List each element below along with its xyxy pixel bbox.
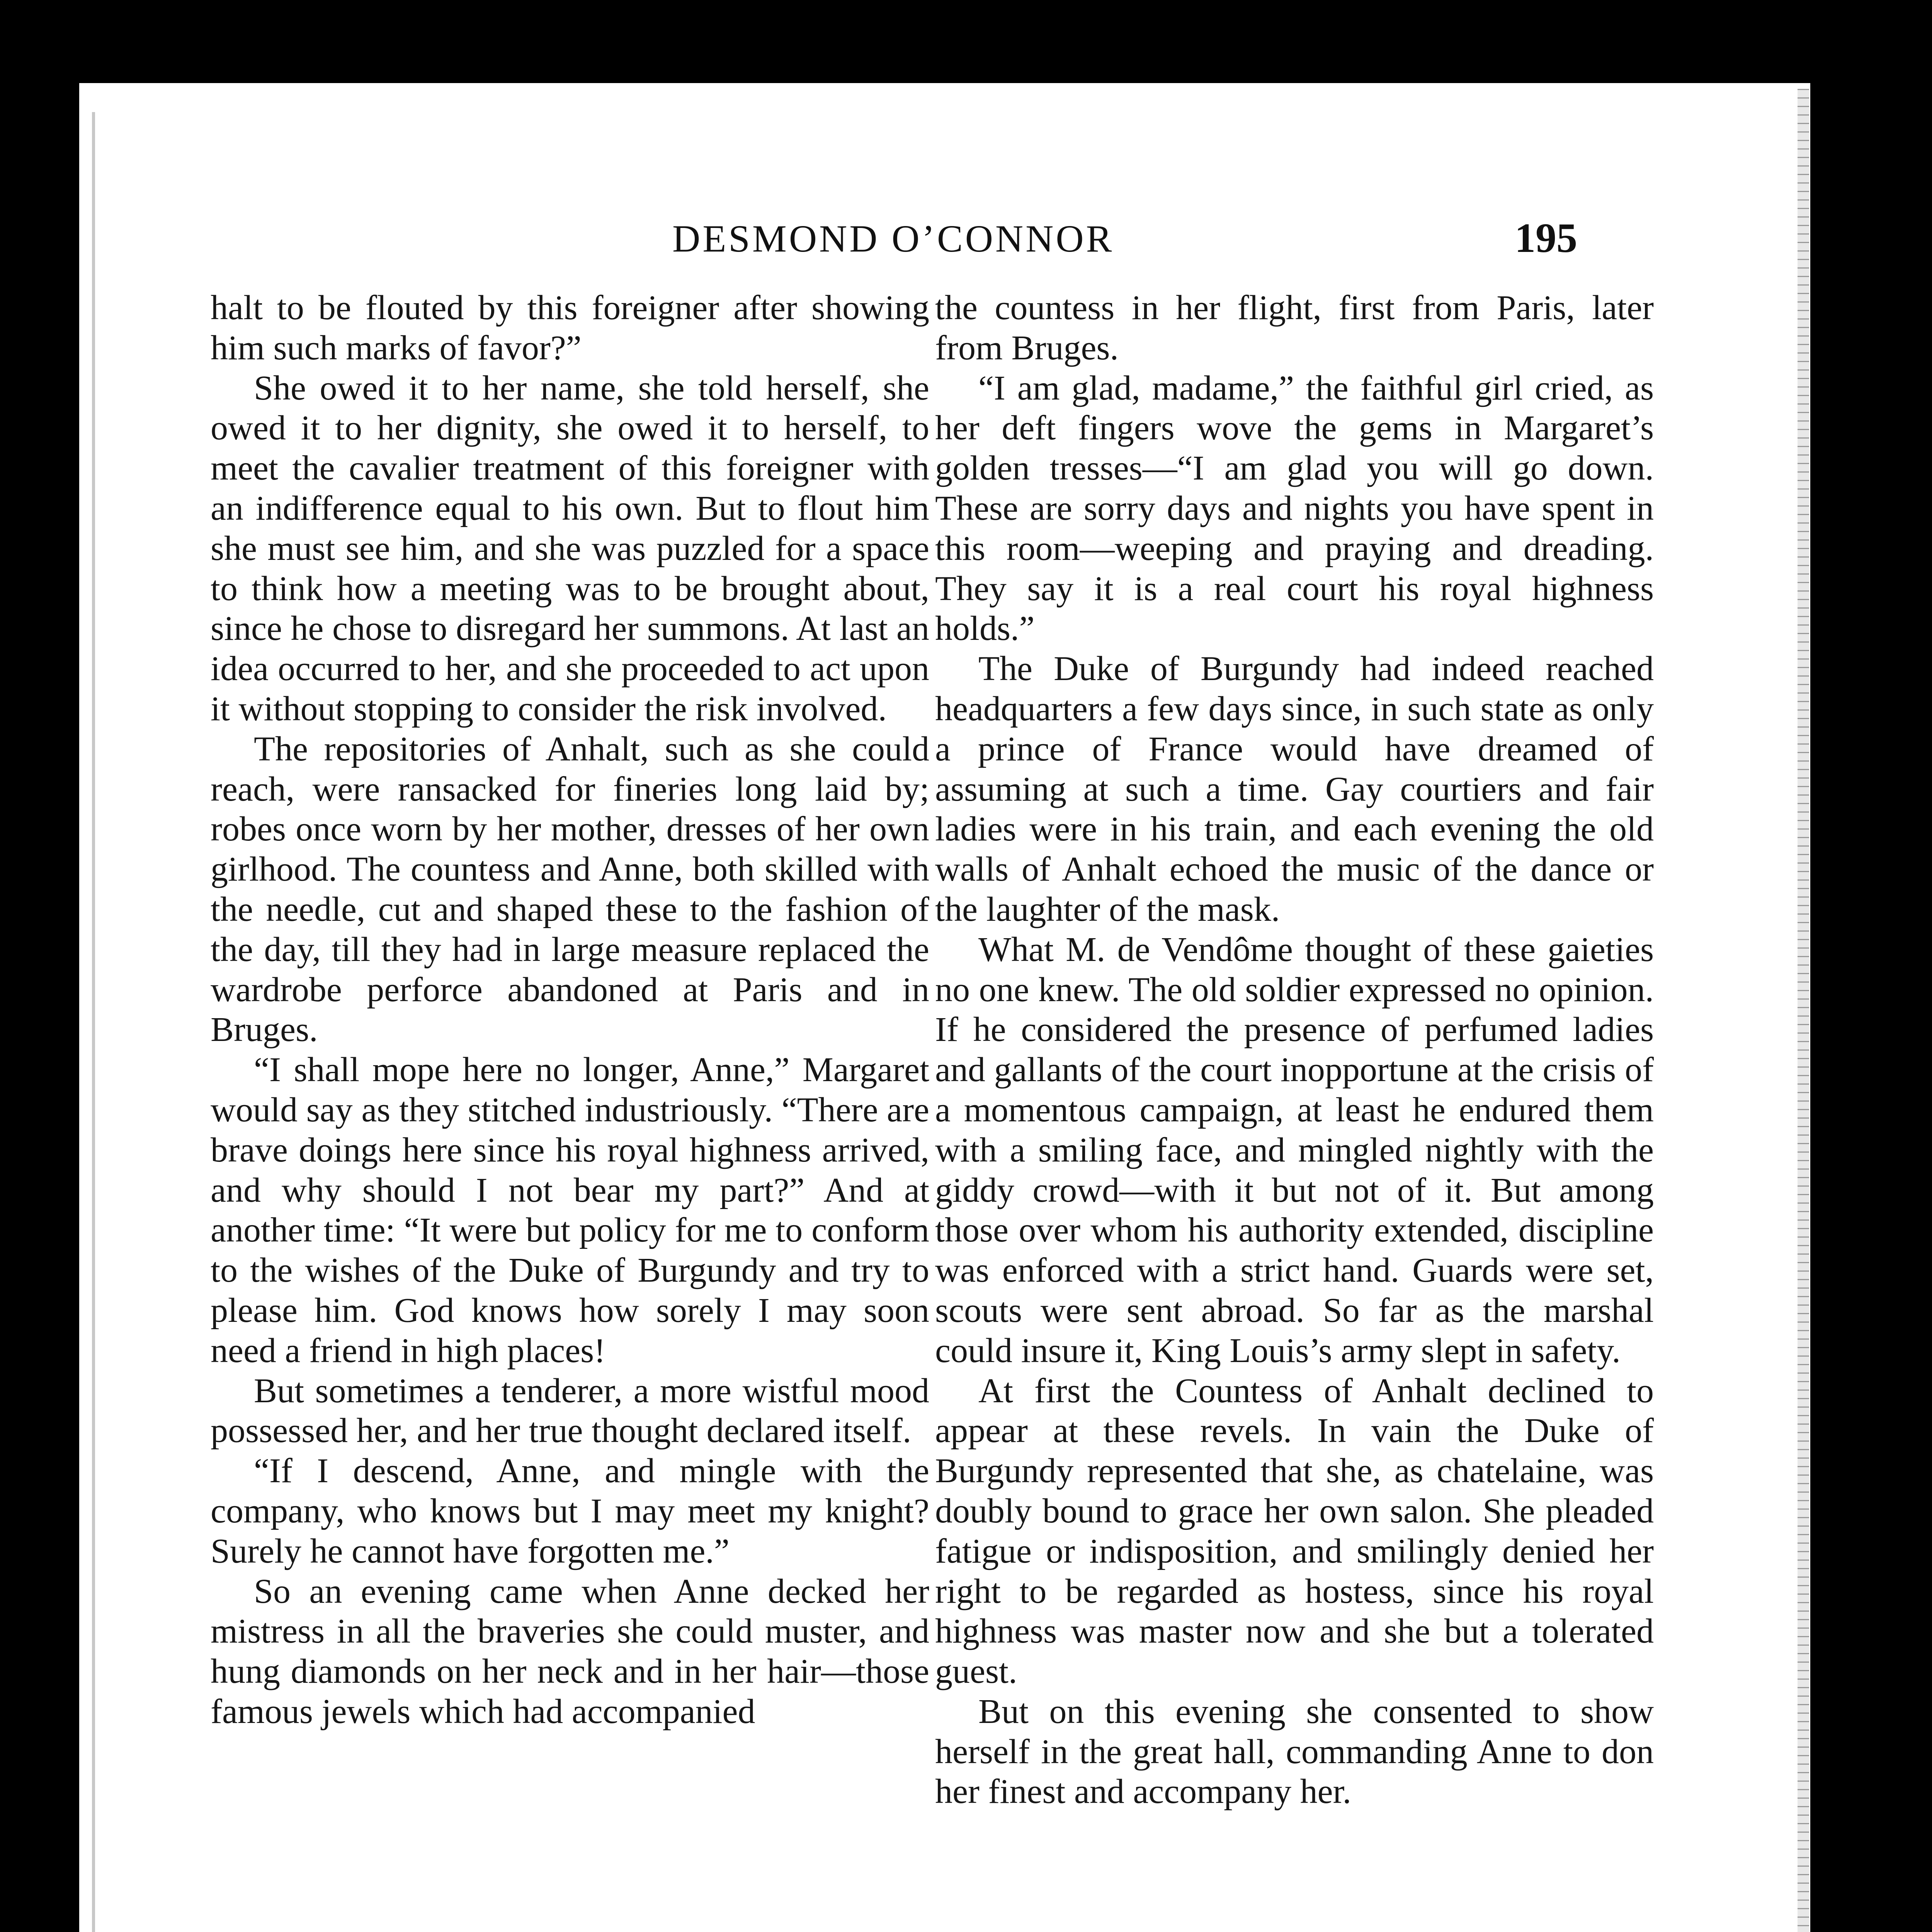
paragraph: halt to be flouted by this foreigner after showing him such marks of favor?”	[211, 289, 929, 367]
page-edge-scale	[1798, 89, 1809, 1932]
paragraph: But on this evening she consented to show herself in the great hall, commanding Anne to don her finest and accompany her.	[935, 1692, 1654, 1811]
paragraph: What M. de Vendôme thought of these gaieties no one knew. The old soldier expressed no opinion. If he considered the presence of perfumed ladies and gallants of the court inopportune at the crisis of a momentous campaign, at least he endured them with a smiling face, and mingled nightly with the giddy crowd—with it but not of it. But among those over whom his authority extended, discipline was enforced with a strict hand. Guards were set, scouts were sent abroad. So far as the marshal could insure it, King Louis’s army slept in safety.	[935, 930, 1654, 1370]
paragraph: But sometimes a tenderer, a more wistful mood possessed her, and her true thought declared itself.	[211, 1371, 929, 1450]
paragraph: “I am glad, madame,” the faithful girl cried, as her deft fingers wove the gems in Margaret’s golden tresses—“I am glad you will go down. These are sorry days and nights you have spent in this room—weeping and praying and dreading. They say it is a real court his royal highness holds.”	[935, 369, 1654, 648]
paragraph: the countess in her flight, first from Paris, later from Bruges.	[935, 289, 1654, 367]
right-text-column	[935, 288, 1654, 1932]
left-text-column	[211, 288, 929, 1932]
paragraph: The repositories of Anhalt, such as she could reach, were ransacked for fineries long laid by; robes once worn by her mother, dresses of her own girlhood. The countess and Anne, both skilled with the needle, cut and shaped these to the fashion of the day, till they had in large measure replaced the wardrobe perforce abandoned at Paris and in Bruges.	[211, 730, 929, 1049]
binding-gutter	[92, 112, 95, 1932]
paragraph: “I shall mope here no longer, Anne,” Margaret would say as they stitched industriously. “There are brave doings here since his royal highness arrived, and why should I not bear my part?” And at another time: “It were but policy for me to conform to the wishes of the Duke of Burgundy and try to please him. God knows how sorely I may soon need a friend in high places!	[211, 1051, 929, 1370]
paragraph: “If I descend, Anne, and mingle with the company, who knows but I may meet my knight? Surely he cannot have forgotten me.”	[211, 1452, 929, 1570]
paragraph: The Duke of Burgundy had indeed reached headquarters a few days since, in such state as only a prince of France would have dreamed of assuming at such a time. Gay courtiers and fair ladies were in his train, and each evening the old walls of Anhalt echoed the music of the dance or the laughter of the mask.	[935, 650, 1654, 929]
paragraph: At first the Countess of Anhalt declined to appear at these revels. In vain the Duke of Burgundy represented that she, as chatelaine, was doubly bound to grace her own salon. She pleaded fatigue or indisposition, and smilingly denied her right to be regarded as hostess, since his royal highness was master now and she but a tolerated guest.	[935, 1371, 1654, 1691]
paragraph: She owed it to her name, she told herself, she owed it to her dignity, she owed it to herself, to meet the cavalier treatment of this foreigner with an indifference equal to his own. But to flout him she must see him, and she was puzzled for a space to think how a meeting was to be brought about, since he chose to disregard her summons. At last an idea occurred to her, and she proceeded to act upon it without stopping to consider the risk involved.	[211, 369, 929, 728]
page-number: 195	[1515, 215, 1577, 261]
paragraph: So an evening came when Anne decked her mistress in all the braveries she could muster, and hung diamonds on her neck and in her hair—those famous jewels which had accompanied	[211, 1572, 929, 1731]
running-head: DESMOND O’CONNOR	[672, 217, 1114, 260]
